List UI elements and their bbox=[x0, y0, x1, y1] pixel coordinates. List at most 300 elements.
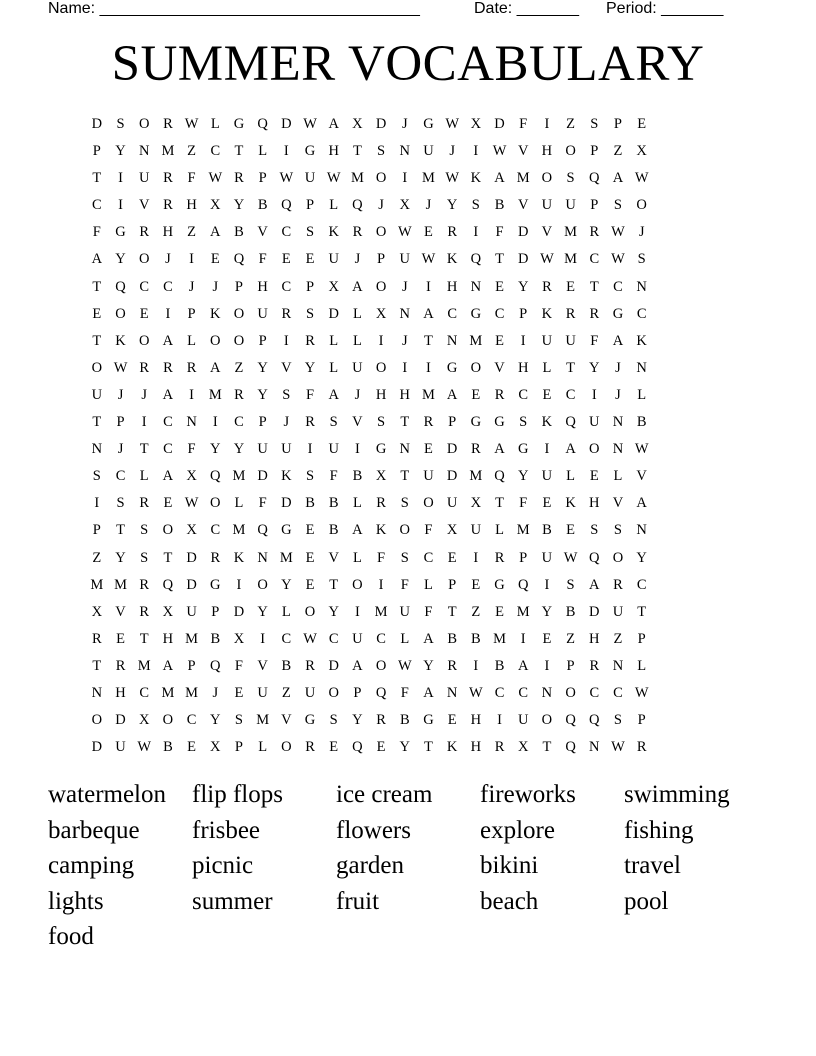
grid-letter: G bbox=[517, 441, 529, 458]
grid-letter: U bbox=[565, 332, 576, 349]
grid-letter: Z bbox=[566, 630, 576, 647]
grid-letter: V bbox=[494, 359, 505, 376]
grid-letter: Q bbox=[281, 197, 292, 214]
grid-letter: D bbox=[281, 495, 292, 512]
grid-letter: P bbox=[234, 278, 243, 295]
grid-letter: F bbox=[519, 116, 528, 132]
grid-letter: S bbox=[519, 414, 528, 431]
grid-letter: U bbox=[257, 305, 268, 322]
grid-letter: G bbox=[470, 414, 482, 431]
grid-letter: H bbox=[589, 495, 600, 512]
word-bank-item: summer bbox=[192, 887, 273, 915]
grid-letter: Y bbox=[281, 576, 292, 593]
grid-letter: D bbox=[517, 251, 529, 268]
grid-letter: L bbox=[258, 739, 268, 756]
grid-letter: G bbox=[494, 576, 505, 593]
grid-letter: B bbox=[565, 603, 576, 620]
grid-row bbox=[85, 656, 745, 683]
grid-letter: C bbox=[281, 224, 292, 241]
grid-letter: Z bbox=[613, 143, 623, 160]
grid-letter: K bbox=[281, 468, 292, 485]
grid-letter: B bbox=[328, 522, 339, 539]
grid-letter: N bbox=[612, 441, 624, 458]
grid-letter: W bbox=[563, 549, 578, 566]
word-bank-item: picnic bbox=[192, 852, 254, 879]
grid-letter: C bbox=[210, 522, 221, 539]
grid-letter: J bbox=[141, 386, 148, 403]
grid-letter: E bbox=[495, 332, 504, 349]
grid-letter: Q bbox=[210, 468, 221, 485]
grid-letter: I bbox=[118, 170, 123, 187]
grid-letter: M bbox=[256, 712, 270, 729]
grid-letter: O bbox=[375, 170, 387, 187]
word-bank-item: pool bbox=[624, 887, 669, 915]
grid-row bbox=[85, 385, 745, 412]
grid-letter: L bbox=[139, 468, 149, 485]
grid-letter: N bbox=[636, 278, 647, 295]
grid-letter: U bbox=[352, 359, 363, 376]
grid-letter: A bbox=[162, 468, 174, 485]
grid-letter: J bbox=[401, 116, 408, 132]
grid-letter: Y bbox=[423, 657, 434, 674]
grid-letter: S bbox=[590, 116, 599, 132]
grid-letter: N bbox=[636, 522, 647, 539]
grid-letter: F bbox=[519, 495, 528, 512]
grid-letter: O bbox=[233, 332, 245, 349]
grid-letter: M bbox=[469, 468, 483, 485]
grid-letter: R bbox=[186, 359, 197, 376]
grid-letter: J bbox=[425, 197, 432, 214]
grid-letter: J bbox=[449, 143, 455, 160]
grid-letter: Q bbox=[352, 739, 363, 756]
grid-letter: S bbox=[305, 224, 315, 241]
grid-letter: I bbox=[189, 251, 195, 268]
grid-letter: C bbox=[163, 414, 173, 431]
grid-letter: B bbox=[234, 224, 244, 241]
grid-letter: C bbox=[281, 278, 292, 295]
grid-letter: V bbox=[138, 197, 150, 214]
grid-letter: U bbox=[541, 549, 553, 566]
grid-letter: G bbox=[281, 522, 292, 539]
grid-letter: P bbox=[211, 603, 220, 620]
grid-letter: W bbox=[279, 170, 294, 187]
grid-letter: Z bbox=[471, 603, 481, 620]
grid-letter: K bbox=[470, 170, 482, 187]
grid-letter: R bbox=[447, 224, 457, 241]
grid-letter: J bbox=[212, 278, 219, 295]
grid-letter: Y bbox=[257, 603, 268, 620]
student-info-header bbox=[48, 0, 748, 22]
grid-letter: M bbox=[161, 143, 175, 160]
grid-letter: G bbox=[115, 224, 126, 241]
grid-letter: I bbox=[520, 630, 526, 647]
grid-letter: P bbox=[187, 305, 196, 322]
grid-row bbox=[85, 548, 745, 575]
grid-letter: B bbox=[447, 630, 457, 647]
grid-letter: B bbox=[163, 739, 173, 756]
grid-letter: T bbox=[163, 549, 173, 566]
grid-letter: U bbox=[612, 603, 624, 620]
grid-letter: I bbox=[426, 359, 431, 376]
grid-letter: A bbox=[494, 170, 505, 187]
grid-letter: W bbox=[137, 739, 152, 756]
grid-letter: P bbox=[377, 251, 386, 268]
grid-letter: C bbox=[494, 684, 505, 701]
grid-letter: V bbox=[517, 143, 529, 160]
grid-letter: Q bbox=[352, 197, 363, 214]
grid-letter: X bbox=[636, 143, 647, 160]
grid-letter: S bbox=[305, 305, 315, 322]
grid-letter: W bbox=[634, 441, 649, 458]
grid-letter: W bbox=[611, 739, 625, 756]
grid-letter: I bbox=[520, 332, 526, 349]
grid-letter: R bbox=[139, 224, 150, 241]
grid-letter: Y bbox=[517, 468, 529, 485]
grid-letter: O bbox=[281, 739, 292, 756]
grid-letter: Y bbox=[352, 712, 363, 729]
grid-letter: W bbox=[445, 170, 459, 187]
grid-letter: K bbox=[210, 305, 221, 322]
grid-letter: G bbox=[304, 143, 316, 160]
grid-letter: A bbox=[565, 441, 576, 458]
grid-letter: R bbox=[636, 739, 647, 756]
grid-letter: I bbox=[94, 495, 100, 512]
grid-letter: E bbox=[471, 576, 481, 593]
word-search-grid bbox=[85, 114, 745, 764]
grid-letter: S bbox=[116, 495, 125, 512]
grid-letter: P bbox=[187, 657, 196, 674]
grid-letter: D bbox=[446, 468, 458, 485]
page-title: SUMMER VOCABULARY bbox=[111, 36, 705, 92]
grid-letter: R bbox=[471, 441, 481, 458]
grid-letter: B bbox=[305, 495, 315, 512]
grid-letter: T bbox=[234, 143, 244, 160]
grid-letter: F bbox=[187, 441, 196, 458]
grid-letter: S bbox=[613, 712, 622, 729]
grid-row bbox=[85, 249, 745, 276]
grid-letter: V bbox=[281, 712, 292, 729]
grid-letter: O bbox=[352, 576, 363, 593]
grid-letter: T bbox=[400, 414, 410, 431]
grid-letter: U bbox=[565, 197, 576, 214]
grid-letter: M bbox=[564, 224, 578, 241]
grid-letter: V bbox=[612, 495, 624, 512]
grid-letter: W bbox=[303, 630, 317, 647]
grid-letter: N bbox=[636, 359, 647, 376]
grid-letter: O bbox=[565, 684, 576, 701]
grid-letter: X bbox=[186, 522, 197, 539]
grid-letter: W bbox=[492, 143, 507, 160]
grid-letter: U bbox=[446, 495, 458, 512]
grid-letter: I bbox=[473, 657, 479, 674]
grid-row bbox=[85, 412, 745, 439]
grid-letter: J bbox=[188, 278, 195, 295]
grid-letter: L bbox=[187, 332, 197, 349]
grid-letter: E bbox=[495, 278, 504, 295]
grid-letter: G bbox=[612, 305, 624, 322]
grid-letter: Z bbox=[613, 630, 623, 647]
grid-letter: H bbox=[589, 630, 600, 647]
grid-letter: C bbox=[376, 630, 386, 647]
grid-letter: U bbox=[138, 170, 150, 187]
grid-letter: J bbox=[212, 684, 219, 701]
grid-letter: J bbox=[615, 386, 621, 403]
grid-letter: M bbox=[516, 170, 530, 187]
grid-letter: D bbox=[446, 441, 458, 458]
grid-letter: P bbox=[448, 414, 457, 431]
grid-letter: M bbox=[422, 170, 435, 187]
grid-letter: U bbox=[115, 739, 126, 756]
grid-letter: J bbox=[378, 197, 384, 214]
grid-letter: Y bbox=[210, 441, 221, 458]
grid-letter: L bbox=[637, 657, 647, 674]
grid-letter: G bbox=[304, 712, 316, 729]
grid-letter: R bbox=[92, 630, 102, 647]
grid-letter: X bbox=[138, 712, 150, 729]
grid-letter: G bbox=[423, 116, 434, 132]
grid-letter: U bbox=[589, 414, 600, 431]
grid-letter: U bbox=[91, 386, 103, 403]
grid-letter: A bbox=[162, 386, 174, 403]
grid-letter: L bbox=[566, 468, 576, 485]
grid-letter: R bbox=[447, 657, 457, 674]
grid-letter: S bbox=[377, 143, 386, 160]
grid-letter: P bbox=[92, 143, 101, 160]
grid-row bbox=[85, 331, 745, 358]
grid-letter: C bbox=[139, 278, 150, 295]
grid-letter: D bbox=[186, 576, 197, 593]
grid-letter: E bbox=[424, 441, 433, 458]
grid-letter: D bbox=[115, 712, 126, 729]
grid-letter: A bbox=[162, 657, 174, 674]
grid-letter: M bbox=[564, 251, 578, 268]
grid-letter: T bbox=[589, 278, 599, 295]
grid-letter: Q bbox=[565, 712, 576, 729]
word-bank-item: flowers bbox=[336, 816, 411, 844]
grid-letter: Y bbox=[115, 549, 126, 566]
grid-letter: A bbox=[210, 359, 221, 376]
grid-letter: E bbox=[542, 630, 552, 647]
grid-letter: T bbox=[447, 603, 457, 620]
grid-letter: P bbox=[566, 657, 575, 674]
grid-letter: U bbox=[423, 468, 434, 485]
grid-letter: W bbox=[326, 170, 341, 187]
grid-letter: P bbox=[258, 170, 267, 187]
grid-letter: F bbox=[92, 224, 101, 241]
grid-letter: A bbox=[423, 684, 434, 701]
grid-letter: W bbox=[611, 224, 625, 241]
grid-letter: A bbox=[612, 332, 624, 349]
grid-letter: R bbox=[163, 359, 173, 376]
grid-letter: I bbox=[283, 332, 289, 349]
grid-letter: S bbox=[566, 576, 575, 593]
grid-letter: O bbox=[138, 116, 150, 132]
grid-letter: M bbox=[516, 522, 530, 539]
grid-letter: H bbox=[375, 386, 387, 403]
grid-letter: S bbox=[400, 549, 409, 566]
grid-letter: B bbox=[494, 197, 505, 214]
grid-letter: S bbox=[116, 116, 125, 132]
grid-letter: N bbox=[589, 739, 600, 756]
grid-letter: D bbox=[91, 116, 103, 132]
grid-letter: F bbox=[495, 224, 504, 241]
grid-letter: X bbox=[210, 739, 221, 756]
word-bank-item: ice cream bbox=[336, 781, 433, 808]
grid-letter: Y bbox=[115, 143, 126, 160]
grid-letter: F bbox=[400, 684, 409, 701]
grid-letter: C bbox=[494, 305, 505, 322]
grid-letter: U bbox=[257, 441, 268, 458]
grid-letter: H bbox=[399, 386, 411, 403]
grid-letter: K bbox=[541, 414, 553, 431]
grid-letter: G bbox=[233, 116, 245, 132]
grid-letter: X bbox=[375, 468, 387, 485]
grid-letter: L bbox=[329, 197, 339, 214]
grid-letter: F bbox=[424, 603, 433, 620]
grid-letter: J bbox=[401, 278, 408, 295]
grid-letter: I bbox=[212, 414, 218, 431]
grid-letter: V bbox=[257, 657, 268, 674]
grid-letter: Z bbox=[281, 684, 291, 701]
grid-letter: L bbox=[258, 143, 268, 160]
grid-letter: X bbox=[233, 630, 245, 647]
grid-letter: K bbox=[446, 251, 458, 268]
grid-letter: P bbox=[92, 522, 101, 539]
grid-letter: A bbox=[91, 251, 103, 268]
grid-letter: U bbox=[517, 712, 529, 729]
grid-letter: A bbox=[352, 657, 363, 674]
grid-letter: J bbox=[638, 224, 645, 241]
grid-letter: F bbox=[258, 251, 267, 268]
grid-letter: E bbox=[566, 522, 576, 539]
grid-letter: H bbox=[257, 278, 268, 295]
grid-letter: M bbox=[350, 170, 364, 187]
grid-letter: C bbox=[186, 712, 197, 729]
grid-letter: C bbox=[92, 197, 102, 214]
grid-row bbox=[85, 195, 745, 222]
grid-letter: E bbox=[447, 712, 457, 729]
grid-letter: R bbox=[305, 739, 315, 756]
grid-letter: S bbox=[590, 522, 599, 539]
grid-letter: X bbox=[328, 278, 339, 295]
grid-letter: T bbox=[400, 468, 410, 485]
grid-letter: R bbox=[305, 414, 315, 431]
grid-letter: A bbox=[328, 386, 339, 403]
grid-letter: R bbox=[423, 414, 434, 431]
grid-letter: E bbox=[329, 739, 339, 756]
grid-letter: R bbox=[139, 603, 150, 620]
grid-letter: Q bbox=[257, 522, 268, 539]
grid-letter: B bbox=[494, 657, 505, 674]
grid-letter: D bbox=[186, 549, 197, 566]
grid-letter: S bbox=[140, 549, 149, 566]
grid-letter: V bbox=[115, 603, 126, 620]
grid-letter: Q bbox=[494, 468, 505, 485]
grid-letter: M bbox=[114, 576, 127, 593]
grid-letter: J bbox=[283, 414, 290, 431]
grid-letter: O bbox=[138, 251, 150, 268]
grid-letter: P bbox=[258, 414, 267, 431]
grid-letter: R bbox=[210, 549, 221, 566]
grid-letter: G bbox=[423, 712, 434, 729]
grid-letter: X bbox=[517, 739, 529, 756]
grid-letter: A bbox=[352, 278, 363, 295]
grid-letter: B bbox=[542, 522, 552, 539]
grid-letter: O bbox=[375, 224, 387, 241]
grid-letter: X bbox=[375, 305, 387, 322]
grid-letter: O bbox=[162, 712, 174, 729]
grid-letter: W bbox=[611, 251, 625, 268]
grid-letter: M bbox=[374, 603, 388, 620]
grid-letter: L bbox=[210, 116, 220, 132]
word-bank-item: camping bbox=[48, 852, 135, 879]
grid-letter: E bbox=[305, 549, 315, 566]
grid-letter: R bbox=[376, 712, 386, 729]
grid-row bbox=[85, 439, 745, 466]
grid-letter: B bbox=[471, 630, 481, 647]
grid-letter: I bbox=[473, 143, 479, 160]
grid-letter: R bbox=[281, 305, 292, 322]
grid-letter: W bbox=[421, 251, 436, 268]
grid-letter: Q bbox=[470, 251, 482, 268]
grid-letter: R bbox=[139, 495, 150, 512]
grid-letter: I bbox=[189, 386, 195, 403]
grid-letter: L bbox=[329, 359, 339, 376]
grid-letter: M bbox=[161, 684, 175, 701]
grid-letter: D bbox=[517, 224, 529, 241]
grid-row bbox=[85, 602, 745, 629]
grid-letter: J bbox=[615, 359, 621, 376]
grid-letter: O bbox=[91, 359, 103, 376]
grid-letter: P bbox=[519, 305, 528, 322]
word-bank-item: swimming bbox=[624, 781, 730, 808]
word-bank-item: travel bbox=[624, 852, 681, 879]
grid-letter: F bbox=[329, 468, 338, 485]
grid-letter: J bbox=[165, 251, 171, 268]
grid-row bbox=[85, 222, 745, 249]
grid-letter: E bbox=[305, 522, 315, 539]
grid-letter: C bbox=[613, 684, 623, 701]
grid-letter: I bbox=[307, 441, 313, 458]
grid-letter: F bbox=[377, 549, 386, 566]
grid-letter: C bbox=[281, 630, 292, 647]
grid-letter: G bbox=[210, 576, 221, 593]
word-bank-item: bikini bbox=[480, 852, 539, 879]
grid-letter: I bbox=[473, 549, 479, 566]
grid-letter: U bbox=[186, 603, 197, 620]
grid-letter: Z bbox=[187, 143, 197, 160]
grid-letter: I bbox=[591, 386, 597, 403]
grid-letter: K bbox=[328, 224, 339, 241]
grid-letter: R bbox=[494, 386, 505, 403]
grid-letter: W bbox=[397, 657, 412, 674]
grid-letter: H bbox=[541, 143, 553, 160]
grid-letter: A bbox=[612, 170, 624, 187]
grid-letter: M bbox=[185, 630, 199, 647]
grid-letter: D bbox=[328, 305, 339, 322]
grid-letter: Y bbox=[257, 386, 268, 403]
word-bank-item: food bbox=[48, 923, 94, 950]
grid-letter: T bbox=[139, 441, 149, 458]
grid-letter: W bbox=[208, 170, 223, 187]
grid-letter: A bbox=[589, 576, 600, 593]
grid-letter: U bbox=[541, 468, 553, 485]
grid-letter: F bbox=[590, 332, 599, 349]
grid-letter: T bbox=[542, 739, 552, 756]
grid-letter: J bbox=[117, 441, 124, 458]
grid-letter: P bbox=[448, 576, 457, 593]
grid-letter: U bbox=[541, 197, 553, 214]
